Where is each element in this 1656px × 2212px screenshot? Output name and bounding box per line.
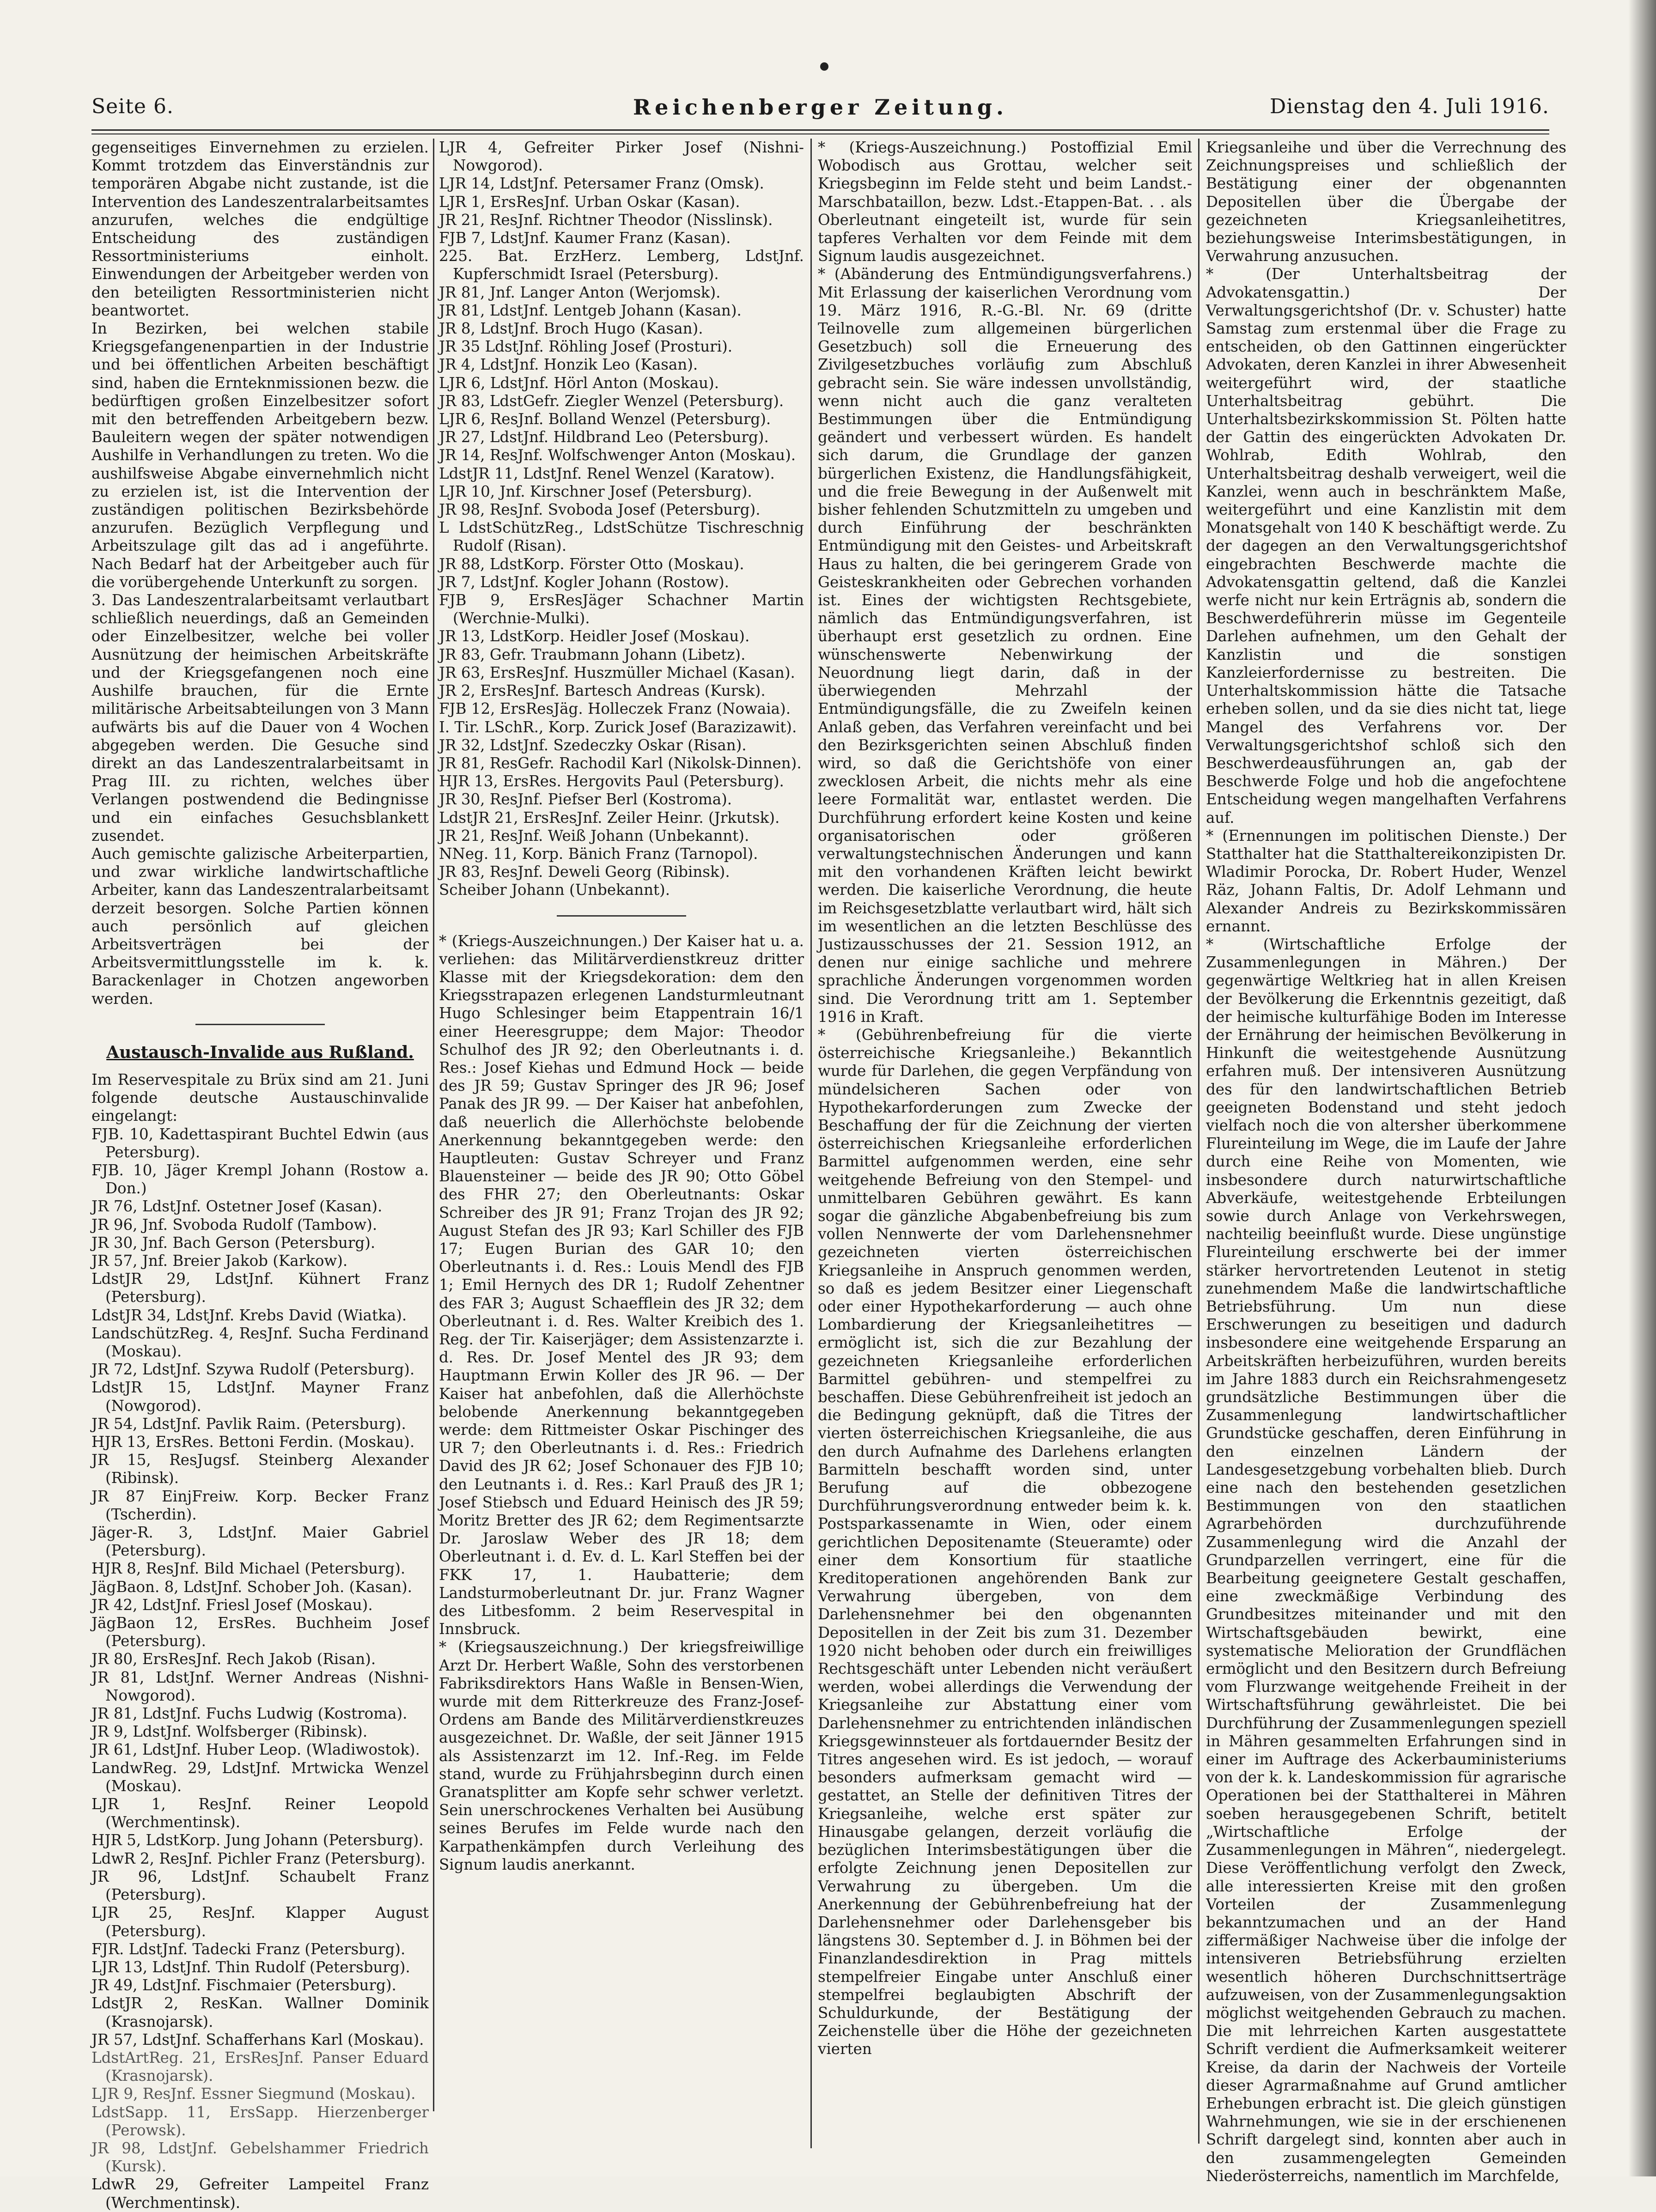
roster-entry: LdstSapp. 11, ErsSapp. Hierzenberger (Perowsk). [91,2103,429,2139]
roster-entry: LandwReg. 29, LdstJnf. Mrtwicka Wenzel (Moskau). [91,1759,429,1795]
roster-entry: JR 81, ResGefr. Rachodil Karl (Nikolsk-Dinnen). [439,754,802,772]
roster-entry: LdwR 29, Gefreiter Lampeitel Franz (Werchmentinsk). [91,2176,429,2212]
column-4 [1206,139,1566,2185]
section-separator [195,1024,325,1025]
roster-entry: HJR 8, ResJnf. Bild Michael (Petersburg). [91,1560,406,1578]
roster-entry: JR 96, LdstJnf. Schaubelt Franz (Petersburg). [91,1867,429,1904]
roster-entry: JR 14, ResJnf. Wolfschwenger Anton (Moskau). [439,446,796,464]
roster-entry: JR 13, LdstKorp. Heidler Josef (Moskau). [439,627,750,645]
column-rule-2 [810,139,812,2148]
roster-entry: JR 21, ResJnf. Richtner Theodor (Nisslinsk). [439,211,773,229]
article-paragraph: gegenseitiges Einvernehmen zu erzielen. Kommt trotzdem das Einverständnis zur temporären Abgabe nicht zustande, ist die Intervention des Landeszentralarbeitsamtes anzurufen, welches die endgültige Entscheidung des zuständigen Ressortministeriums einholt. Einwendungen der Arbeitgeber werden von den beteiligten Ressortministerien nicht beantwortet. [91,139,429,319]
roster-entry: JR 35 LdstJnf. Röhling Josef (Prosturi). [439,338,733,356]
roster-entry: LdstJR 34, LdstJnf. Krebs David (Wiatka). [91,1306,407,1324]
roster-entry: JR 9, LdstJnf. Wolfsberger (Ribinsk). [91,1723,368,1741]
column-rule-1 [433,139,434,2111]
roster-entry: LJR 6, ResJnf. Bolland Wenzel (Petersburg). [439,410,771,428]
roster-entry: L LdstSchützReg., LdstSchütze Tischreschnig Rudolf (Risan). [439,519,804,555]
roster-entry: LJR 1, ErsResJnf. Urban Oskar (Kasan). [439,193,740,211]
roster-entry: HJR 5, LdstKorp. Jung Johann (Petersburg). [91,1831,424,1849]
header-rule [91,129,1549,134]
roster-entry: JR 72, LdstJnf. Szywa Rudolf (Petersburg). [91,1361,415,1379]
roster-entry: LJR 10, Jnf. Kirschner Josef (Petersburg). [439,482,752,500]
roster-entry: JR 98, ResJnf. Svoboda Josef (Petersburg). [439,501,761,519]
roster-entry: JR 83, LdstGefr. Ziegler Wenzel (Petersburg). [439,392,784,410]
roster-entry: JR 88, LdstKorp. Förster Otto (Moskau). [439,555,744,573]
roster-entry: JR 76, LdstJnf. Ostetner Josef (Kasan). [91,1197,383,1215]
roster-entry: JR 4, LdstJnf. Honzik Leo (Kasan). [439,356,698,374]
roster-entry: JR 42, LdstJnf. Friesl Josef (Moskau). [91,1596,373,1614]
roster-entry: JR 81, LdstJnf. Fuchs Ludwig (Kostroma). [91,1705,408,1723]
roster-entry: 225. Bat. ErzHerz. Lemberg, LdstJnf. Kupferschmidt Israel (Petersburg). [439,247,804,283]
page-number: Seite 6. [91,95,174,118]
roster-entry: JR 63, ErsResJnf. Huszmüller Michael (Kasan). [439,663,795,681]
roster-entry: JR 83, Gefr. Traubmann Johann (Libetz). [439,645,746,663]
roster-entry: JägBaon. 8, LdstJnf. Schober Joh. (Kasan). [91,1578,412,1596]
roster-entry: FJR. LdstJnf. Tadecki Franz (Petersburg). [91,1940,406,1958]
article-paragraph: * (Gebührenbefreiung für die vierte österreichische Kriegsanleihe.) Bekanntlich wurde für Darlehen, die gegen Verpfändung von mündelsicheren Sachen oder von Hypothekarforderungen zum Zwecke der Beschaffung der für die Zeichnung der vierten österreichischen Kriegsanleihe erforderlichen Barmittel aufgenommen werden, eine sehr weitgehende Befreiung von den Stempel- und unmittelbaren Gebühren gewährt. Es kann sogar die gänzliche Abgabenbefreiung bis zum vollen Nennwerte der vom Darlehensnehmer gezeichneten vierten österreichischen Kriegsanleihe in Anspruch genommen werden, so daß es jedem Besitzer einer Liegenschaft oder einer Hypothekarforderung — auch ohne Lombardierung der Kriegsanleihetitres — ermöglicht ist, sich die zur Bezahlung der gezeichneten Kriegsanleihe erforderlichen Barmittel gebühren- und stempelfrei zu beschaffen. Diese Gebührenfreiheit ist jedoch an die Bedingung geknüpft, daß die Titres der vierten österreichischen Kriegsanleihe, die aus den durch Aufnahme des Darlehens erlangten Barmitteln beschafft worden sind, unter Berufung auf die obbezogene Durchführungsverordnung entweder beim k. k. Postsparkassenamte in Wien, oder einem gerichtlichen Depositenamte (Steueramte) oder einer dem Konsortium für staatliche Kreditoperationen angehörenden Bank zur Verwahrung übergeben, von dem Darlehensnehmer bei den obgenannten Depositellen in der Zeit bis zum 31. Dezember 1920 nicht behoben oder durch ein freiwilliges Rechtsgeschäft unter Lebenden nicht veräußert werden, wobei allerdings die Verwendung der Kriegsanleihe zur Abstattung einer vom Darlehensnehmer zu entrichtenden inländischen Kriegsgewinnsteuer als fortdauernder Besitz der Titres angesehen wird. Es ist jedoch, — worauf besonders aufmerksam gemacht wird — gestattet, an Stelle der definitiven Titres der Kriegsanleihe, welche erst später zur Hinausgabe gelangen, derzeit vorläufig die bezüglichen Interimsbestätigungen über die erfolgte Zeichnung jenen Depositellen zur Verwahrung zu übergeben. Um die Anerkennung der Gebührenbefreiung hat der Darlehensnehmer oder Darlehensgeber bis längstens 30. September d. J. in Böhmen bei der Finanzlandesdirektion in Prag mittels stempelfreier Eingabe unter Anschluß einer stempelfrei beglaubigten Abschrift der Schuldurkunde, der Bestätigung der Zeichenstelle über die Höhe der gezeichneten vierten [818,1026,1192,2058]
roster-entry: HJR 13, ErsRes. Bettoni Ferdin. (Moskau). [91,1433,415,1451]
invalid-roster-continued [439,139,804,899]
roster-entry: FJB 7, LdstJnf. Kaumer Franz (Kasan). [439,229,731,247]
article-paragraph: Kriegsanleihe und über die Verrechnung des Zeichnungspreises und schließlich der Bestätigung einer der obgenannten Depositellen über die Übergabe der gezeichneten Kriegsanleihetitres, beziehungsweise Interimsbestätigungen, in Verwahrung anzusuchen. [1206,139,1566,265]
column-1 [91,139,429,2212]
roster-entry: LdstJR 21, ErsResJnf. Zeiler Heinr. (Jrkutsk). [439,808,780,826]
article-paragraph: * (Kriegsauszeichnung.) Der kriegsfreiwillige Arzt Dr. Herbert Waßle, Sohn des verstorbenen Fabriksdirektors Hans Waßle in Bensen-Wien, wurde mit dem Ritterkreuze des Franz-Josef-Ordens am Bande des Militärverdienstkreuzes ausgezeichnet. Dr. Waßle, der seit Jänner 1915 als Assistenzarzt im 12. Inf.-Reg. im Felde stand, wurde zu Frühjahrsbeginn durch einen Granatsplitter am Kopfe sehr schwer verletzt. Sein unerschrockenes Verhalten bei Ausübung seines Berufes im Felde wurde nach den Karpathenkämpfen durch Verleihung des Signum laudis anerkannt. [439,1638,804,1873]
roster-entry: LdwR 2, ResJnf. Pichler Franz (Petersburg). [91,1849,426,1867]
roster-entry: JR 15, ResJugsf. Steinberg Alexander (Ribinsk). [91,1451,429,1487]
article-paragraph: Auch gemischte galizische Arbeiterpartien, und zwar wirkliche landwirtschaftliche Arbeiter, kann das Landeszentralarbeitsamt derzeit besorgen. Solche Partien können auch persönlich auf gleichen Arbeitsverträgen bei der Arbeitsvermittlungsstelle im k. k. Barackenlager in Chotzen angeworben werden. [91,845,429,1008]
roster-entry: LJR 4, Gefreiter Pirker Josef (Nishni-Nowgorod). [439,139,804,175]
section-separator [557,915,686,917]
roster-entry: JR 83, ResJnf. Deweli Georg (Ribinsk). [439,863,730,881]
roster-entry: Scheiber Johann (Unbekannt). [439,881,670,899]
roster-entry: JR 96, Jnf. Svoboda Rudolf (Tambow). [91,1215,377,1234]
article-paragraph: * (Kriegs-Auszeichnung.) Postoffizial Emil Wobodisch aus Grottau, welcher seit Kriegsbeginn im Felde steht und beim Landst.-Marschbataillon, bezw. Ldst.-Etappen-Bat. . . als Oberleutnant eingeteilt ist, wurde für sein tapferes Verhalten vor dem Feinde mit dem Signum laudis ausgezeichnet. [818,139,1192,265]
roster-entry: JR 49, LdstJnf. Fischmaier (Petersburg). [91,1976,396,1994]
roster-entry: JR 61, LdstJnf. Huber Leop. (Wladiwostok). [91,1741,420,1759]
article-paragraph: * (Ernennungen im politischen Dienste.) Der Statthalter hat die Statthaltereikonzipisten Dr. Wladimir Porocka, Dr. Robert Huder, Wenzel Räz, Johann Faltis, Dr. Adolf Lehmann und Alexander Andreis zu Bezirkskommissären ernannt. [1206,826,1566,935]
invalid-roster [91,1125,429,2212]
roster-entry: LdstJR 15, LdstJnf. Mayner Franz (Nowgorod). [91,1379,429,1415]
page-header [91,95,1549,127]
roster-entry: JR 87 EinjFreiw. Korp. Becker Franz (Tscherdin). [91,1487,429,1523]
column-rule-3 [1198,139,1199,2144]
article-paragraph: * (Der Unterhaltsbeitrag der Advokatensgattin.) Der Verwaltungsgerichtshof (Dr. v. Schuster) hatte Samstag zum erstenmal über die Frage zu entscheiden, ob den Gattinnen eingerückter Advokaten, deren Kanzlei in ihrer Abwesenheit weitergeführt wird, der staatliche Unterhaltsbeitrag gebührt. Die Unterhaltsbezirkskommission St. Pölten hatte der Gattin des eingerückten Advokaten Dr. Wohlrab, Edith Wohlrab, den Unterhaltsbeitrag deshalb verweigert, weil die Kanzlei, wenn auch in beschränktem Maße, weitergeführt und eine Kanzlistin mit dem Monatsgehalt von 140 K beschäftigt werde. Zu der dagegen an den Verwaltungsgerichtshof eingebrachten Beschwerde machte die Advokatensgattin geltend, daß die Kanzlei werfe nicht nur kein Erträgnis ab, sondern die Beschwerdeführerin müsse im Gegenteile Darlehen aufnehmen, um den Gehalt der Kanzlistin und die sonstigen Kanzleierfordernisse zu bestreiten. Die Unterhaltskommission hätte die Tatsache erheben sollen, und da sie dies nicht tat, liege Mangel des Verfahrens vor. Der Verwaltungsgerichtshof schloß sich den Beschwerdeausführungen an, gab der Beschwerde Folge und hob die angefochtene Entscheidung wegen mangelhaften Verfahrens auf. [1206,265,1566,826]
roster-entry: JR 98, LdstJnf. Gebelshammer Friedrich (Kursk). [91,2139,429,2176]
roster-entry: JR 30, Jnf. Bach Gerson (Petersburg). [91,1234,376,1252]
roster-entry: JR 8, LdstJnf. Broch Hugo (Kasan). [439,320,703,338]
roster-entry: LdstJR 29, LdstJnf. Kühnert Franz (Petersburg). [91,1270,429,1306]
roster-entry: JR 54, LdstJnf. Pavlik Raim. (Petersburg). [91,1415,406,1433]
roster-entry: JR 81, LdstJnf. Lentgeb Johann (Kasan). [439,301,742,319]
roster-entry: LJR 13, LdstJnf. Thin Rudolf (Petersburg). [91,1958,410,1976]
roster-entry: Jäger-R. 3, LdstJnf. Maier Gabriel (Petersburg). [91,1524,429,1560]
column-3 [818,139,1192,2162]
roster-entry: JR 2, ErsResJnf. Bartesch Andreas (Kursk). [439,682,766,700]
article-paragraph: In Bezirken, bei welchen stabile Kriegsgefangenenpartien in der Industrie und bei öffentlichen Arbeiten beschäftigt sind, haben die Ernteknmissionen bezw. die bedürftigen großen Einzelbesitzer sofort mit den betreffenden Arbeitgebern bezw. Bauleitern wegen der später notwendigen Aushilfe in Verhandlungen zu treten. Wo die aushilfsweise Abgabe einvernehmlich nicht zu erzielen ist, ist die Intervention der zuständigen politischen Bezirksbehörde anzurufen. Bezüglich Verpflegung und Arbeitszulage gilt das ad i angeführte. Nach Bedarf hat der Arbeitgeber auch für die vorübergehende Unterkunft zu sorgen. [91,320,429,591]
roster-entry: JR 7, LdstJnf. Kogler Johann (Rostow). [439,573,730,591]
roster-entry: JR 30, ResJnf. Piefser Berl (Kostroma). [439,790,732,808]
roster-entry: LdstJR 11, LdstJnf. Renel Wenzel (Karatow). [439,464,775,482]
scan-edge-shadow [1628,0,1656,2176]
roster-entry: I. Tir. LSchR., Korp. Zurick Josef (Barazizawit). [439,718,797,736]
roster-entry: FJB. 10, Jäger Krempl Johann (Rostow a. Don.) [91,1161,429,1197]
roster-entry: JR 32, LdstJnf. Szedeczky Oskar (Risan). [439,736,747,754]
roster-entry: LJR 9, ResJnf. Essner Siegmund (Moskau). [91,2085,416,2103]
roster-entry: LJR 1, ResJnf. Reiner Leopold (Werchmentinsk). [91,1795,429,1831]
article-paragraph: 3. Das Landeszentralarbeitsamt verlautbart schließlich neuerdings, daß an Gemeinden oder Einzelbesitzer, welche bei voller Ausnützung der heimischen Arbeitskräfte und der Kriegsgefangenen noch eine Aushilfe brauchen, für die Ernte militärische Arbeitsabteilungen von 3 Mann aufwärts bis auf die Dauer von 4 Wochen abgegeben werden. Die Gesuche sind direkt an das Landeszentralarbeitsamt in Prag III. zu richten, welches über Verlangen postwendend die Bedingnisse und ein einfaches Gesuchsblankett zusendet. [91,591,429,845]
roster-entry: LandschützReg. 4, ResJnf. Sucha Ferdinand (Moskau). [91,1324,429,1360]
roster-entry: HJR 13, ErsRes. Hergovits Paul (Petersburg). [439,772,784,790]
roster-entry: LdstJR 2, ResKan. Wallner Dominik (Krasnojarsk). [91,1994,429,2030]
issue-date: Dienstag den 4. Juli 1916. [1270,95,1549,118]
roster-entry: JR 21, ResJnf. Weiß Johann (Unbekannt). [439,826,749,845]
roster-entry: FJB. 10, Kadettaspirant Buchtel Edwin (aus Petersburg). [91,1125,429,1161]
roster-entry: JR 80, ErsResJnf. Rech Jakob (Risan). [91,1650,376,1668]
roster-entry: LJR 14, LdstJnf. Petersamer Franz (Omsk). [439,175,764,193]
roster-entry: LJR 6, LdstJnf. Hörl Anton (Moskau). [439,374,719,392]
masthead: Reichenberger Zeitung. [633,95,1008,120]
roster-entry: JR 57, LdstJnf. Schafferhans Karl (Moskau). [91,2030,424,2048]
ink-spot [820,62,828,71]
roster-entry: JR 27, LdstJnf. Hildbrand Leo (Petersburg). [439,428,769,446]
roster-entry: FJB 9, ErsResJäger Schachner Martin (Werchnie-Mulki). [439,591,804,627]
roster-entry: LJR 25, ResJnf. Klapper August (Petersburg). [91,1904,429,1940]
section-intro: Im Reservespitale zu Brüx sind am 21. Juni folgende deutsche Austauschinvalide eingelangt: [91,1070,429,1125]
article-paragraph: * (Wirtschaftliche Erfolge der Zusammenlegungen in Mähren.) Der gegenwärtige Weltkrieg hat in allen Kreisen der Bevölkerung die Erkenntnis gezeitigt, daß der heimische kulturfähige Boden im Interesse der Ernährung der heimischen Bevölkerung in Hinkunft die weitestgehende Ausnützung erfahren muß. Der intensiveren Ausnützung des für den landwirtschaftlichen Betrieb geeigneten Bodenstand und steht jedoch vielfach noch die von altersher überkommene Flureinteilung im Wege, die im Laufe der Jahre durch eine Reihe von Momenten, wie insbesondere durch naturwirtschaftliche Abverkäufe, weitestgehende Erbteilungen sowie durch Anlage von Verkehrswegen, nachteilig beeinflußt wurde. Diese ungünstige Flureinteilung erschwerte bei der immer stärker hervortretenden Leutenot in stetig zunehmendem Maße die landwirtschaftliche Betriebsführung. Um nun diese Erschwerungen zu beseitigen und dadurch insbesondere eine weitgehende Ersparung an Arbeitskräften herbeizuführen, wurden bereits im Jahre 1883 durch ein Reichsrahmengesetz grundsätzliche Bestimmungen über die Zusammenlegung landwirtschaftlicher Grundstücke geschaffen, deren Einführung in den einzelnen Ländern der Landesgesetzgebung vorbehalten blieb. Durch eine nach den bestehenden gesetzlichen Bestimmungen von den staatlichen Agrarbehörden durchzuführende Zusammenlegung wird die Anzahl der Grundparzellen verringert, eine für die Bearbeitung geeignetere Gestalt geschaffen, eine zweckmäßige Verbindung des Grundbesitzes miteinander und mit den Wirtschaftsgebäuden bewirkt, eine systematische Melioration der Grundflächen ermöglicht und den Besitzern durch Befreiung vom Flurzwange weitgehende Freiheit in der Wirtschaftsführung gewährleistet. Die bei Durchführung der Zusammenlegungen speziell in Mähren gesammelten Erfahrungen sind in einer im Auftrage des Ackerbauministeriums von der k. k. Landeskommission für agrarische Operationen bei der Statthalterei in Mähren soeben herausgegebenen Schrift, betitelt „Wirtschaftliche Erfolge der Zusammenlegungen in Mähren“, niedergelegt. Diese Veröffentlichung verfolgt den Zweck, alle interessierten Kreise mit den großen Vorteilen der Zusammenlegung bekanntzumachen und an der Hand ziffermäßiger Nachweise über die infolge der intensiveren Betriebsführung erzielten wesentlich höheren Durchschnittserträge aufzuweisen, von der Zusammenlegungsaktion möglichst weitgehenden Gebrauch zu machen. Die mit lehrreichen Karten ausgestattete Schrift verdient die Aufmerksamkeit weiterer Kreise, da darin der Nachweis der Vorteile dieser Agrarmaßnahme auf Grund amtlicher Erhebungen erbracht ist. Die gleich günstigen Wahrnehmungen, wie sie in der erschienenen Schrift dargelegt sind, konnten aber auch in den zusammengelegten Gemeinden Niederösterreichs, namentlich im Marchfelde, [1206,935,1566,2185]
roster-entry: JR 57, Jnf. Breier Jakob (Karkow). [91,1252,348,1270]
article-paragraph: * (Kriegs-Auszeichnungen.) Der Kaiser hat u. a. verliehen: das Militärverdienstkreuz dritter Klasse mit der Kriegsdekoration: dem den Kriegsstrapazen erlegenen Landsturmleutnant Hugo Schlesinger beim Etappentrain 16/1 einer Heeresgruppe; dem Major: Theodor Schulhof des JR 92; den Oberleutnants i. d. Res.: Josef Kiehas und Edmund Hock — beide des JR 59; Gustav Springer des JR 96; Josef Panak des JR 99. — Der Kaiser hat anbefohlen, daß neuerlich die Allerhöchste belobende Anerkennung bekanntgegeben werde: den Hauptleuten: Gustav Schreyer und Franz Blauensteiner — beide des JR 90; Otto Göbel des FHR 27; den Oberleutnants: Oskar Schreiber des JR 91; Franz Trojan des JR 92; August Stefan des JR 93; Karl Schiller des FJB 17; Eugen Burian des GAR 10; den Oberleutnants i. d. Res.: Louis Mendl des FJB 1; Emil Hernych des DR 1; Rudolf Zehentner des FAR 3; August Schaefflein des JR 32; dem Oberleutnant i. d. Res. Walter Kreibich des 1. Reg. der Tir. Kaiserjäger; dem Assistenzarzte i. d. Res. Dr. Josef Mentel des JR 93; dem Hauptmann Erwin Koller des JR 96. — Der Kaiser hat anbefohlen, daß die Allerhöchste belobende Anerkennung bekanntgegeben werde: dem Rittmeister Oskar Pischinger des UR 7; den Oberleutnants i. d. Res.: Friedrich David des JR 62; Josef Schonauer des FJB 10; den Leutnants i. d. Res.: Karl Prauß des JR 1; Josef Stiebsch und Eduard Heinisch des JR 59; Moritz Bretter des JR 62; dem Regimentsarzte Dr. Jaroslaw Weber des JR 18; dem Oberleutnant i. d. Ev. d. L. Karl Steffen bei der FKK 17, 1. Haubatterie; dem Landsturmoberleutnant Dr. jur. Franz Wagner des Litbesfomm. 2 beim Reservespital in Innsbruck. [439,932,804,1638]
roster-entry: JR 81, LdstJnf. Werner Andreas (Nishni-Nowgorod). [91,1668,429,1704]
section-heading: Austausch-Invalide aus Rußland. [106,1042,414,1062]
column-2 [439,139,804,2162]
roster-entry: LdstArtReg. 21, ErsResJnf. Panser Eduard (Krasnojarsk). [91,2048,429,2085]
roster-entry: JägBaon 12, ErsRes. Buchheim Josef (Petersburg). [91,1614,429,1650]
article-paragraph: * (Abänderung des Entmündigungsverfahrens.) Mit Erlassung der kaiserlichen Verordnung vom 19. März 1916, R.-G.-Bl. Nr. 69 (dritte Teilnovelle zum allgemeinen bürgerlichen Gesetzbuch) soll die Erneuerung des Zivilgesetzbuches vorläufig zum Abschluß gebracht sein. Sie wäre indessen unvollständig, wenn nicht auch die ganz veralteten Bestimmungen über die Entmündigung geändert und verbessert würden. Es handelt sich darum, die Grundlage der ganzen bürgerlichen Existenz, die Handlungsfähigkeit, und die freie Bewegung in der Außenwelt mit bisher fehlenden Schutzmitteln zu umgeben und durch Einführung der beschränkten Entmündigung mit den Geistes- und Arbeitskraft Haus zu halten, die bei geringerem Grade von Geisteskrankheiten oder Gebrechen vorhanden ist. Eines der wichtigsten Rechtsgebiete, nämlich das Entmündigungsverfahren, ist überhaupt erst gesetzlich zu ordnen. Eine wünschenswerte Nebenwirkung der Neuordnung liegt darin, daß in der überwiegenden Mehrzahl der Entmündigungsfälle, die zu Zweifeln keinen Anlaß geben, das Verfahren vereinfacht und bei den Bezirksgerichten seinen Abschluß finden wird, so daß die Gerichtshöfe von einer zwecklosen Arbeit, die nichts mehr als eine leere Formalität war, entlastet werden. Die Durchführung erfordert keine Kosten und keine organisatorischen oder größeren verwaltungstechnischen Änderungen und kann mit den vorhandenen Kräften leicht bewirkt werden. Die kaiserliche Verordnung, die heute im Reichsgesetzblatte verlautbart wird, hält sich im wesentlichen an die letzten Beschlüsse des Justizausschusses der 21. Session 1912, an denen nur einige sachliche und mehrere sprachliche Änderungen vorgenommen worden sind. Die Verordnung tritt am 1. September 1916 in Kraft. [818,265,1192,1026]
roster-entry: JR 81, Jnf. Langer Anton (Werjomsk). [439,283,721,301]
roster-entry: FJB 12, ErsResJäg. Holleczek Franz (Nowaia). [439,700,791,718]
roster-entry: NNeg. 11, Korp. Bänich Franz (Tarnopol). [439,845,758,863]
